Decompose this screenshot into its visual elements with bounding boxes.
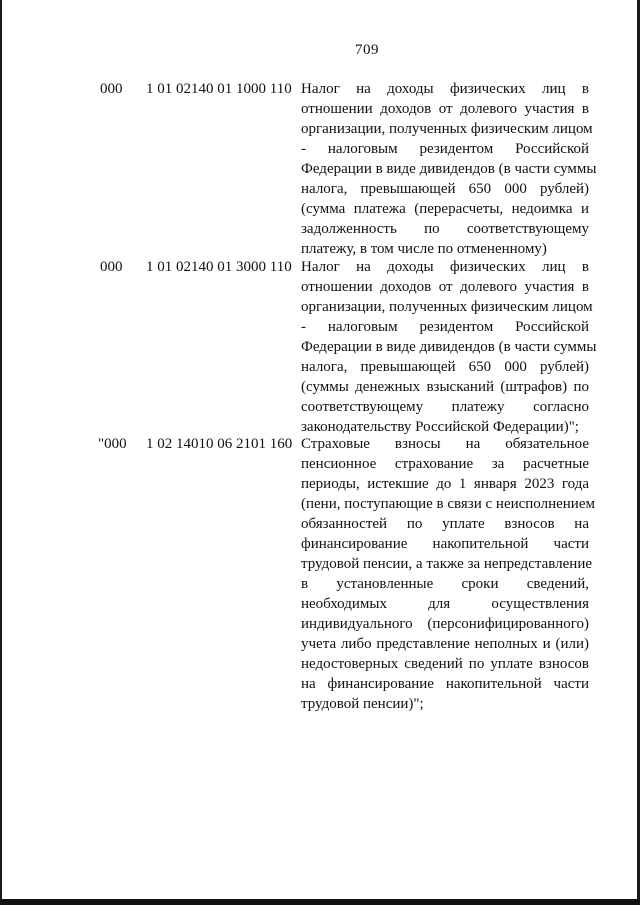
description-line: законодательству Российской Федерации)"; [301, 419, 579, 435]
description-line: отношении доходов от долевого участия в [301, 101, 589, 117]
description-line: индивидуального (персонифицированного) [301, 616, 589, 632]
description-line: обязанностей по уплате взносов на [301, 516, 589, 532]
budget-classification-code: 1 01 02140 01 1000 110 [146, 81, 292, 97]
description-line: (пени, поступающие в связи с неисполнением [301, 496, 595, 512]
description-line: отношении доходов от долевого участия в [301, 279, 589, 295]
description-line: соответствующему платежу согласно [301, 399, 589, 415]
description-line: Федерации в виде дивидендов (в части суммы [301, 339, 597, 355]
description-line: недостоверных сведений по уплате взносов [301, 656, 589, 672]
description-line: учета либо представление неполных и (или) [301, 636, 589, 652]
description-line: налога, превышающей 650 000 рублей) [301, 359, 589, 375]
description-line: в установленные сроки сведений, [301, 576, 589, 592]
scan-edge-left [0, 0, 2, 905]
admin-code: 000 [100, 259, 123, 275]
budget-classification-code: 1 02 14010 06 2101 160 [146, 436, 293, 452]
description-line: (сумма платежа (перерасчеты, недоимка и [301, 201, 589, 217]
page-number: 709 [355, 42, 379, 58]
description-line: трудовой пенсии, а также за непредставление [301, 556, 593, 572]
description-line: Налог на доходы физических лиц в [301, 259, 589, 275]
description-line: финансирование накопительной части [301, 536, 589, 552]
description-line: - налоговым резидентом Российской [301, 141, 589, 157]
description-line: Страховые взносы на обязательное [301, 436, 589, 452]
admin-code: 000 [100, 81, 123, 97]
description-line: - налоговым резидентом Российской [301, 319, 589, 335]
entry-description [301, 434, 595, 714]
description-line: организации, полученных физическим лицом [301, 299, 593, 315]
description-line: Федерации в виде дивидендов (в части суммы [301, 161, 597, 177]
budget-classification-code: 1 01 02140 01 3000 110 [146, 259, 292, 275]
description-line: организации, полученных физическим лицом [301, 121, 593, 137]
entry-description [301, 257, 597, 437]
description-line: на финансирование накопительной части [301, 676, 589, 692]
description-line: (суммы денежных взысканий (штрафов) по [301, 379, 589, 395]
description-line: периоды, истекшие до 1 января 2023 года [301, 476, 589, 492]
description-line: трудовой пенсии)"; [301, 696, 424, 712]
scan-edge-bottom [0, 899, 640, 905]
description-line: платежу, в том числе по отмененному) [301, 241, 547, 257]
description-line: задолженность по соответствующему [301, 221, 589, 237]
description-line: налога, превышающей 650 000 рублей) [301, 181, 589, 197]
description-line: необходимых для осуществления [301, 596, 589, 612]
description-line: Налог на доходы физических лиц в [301, 81, 589, 97]
entry-description [301, 79, 597, 259]
admin-code: "000 [98, 436, 127, 452]
description-line: пенсионное страхование за расчетные [301, 456, 589, 472]
